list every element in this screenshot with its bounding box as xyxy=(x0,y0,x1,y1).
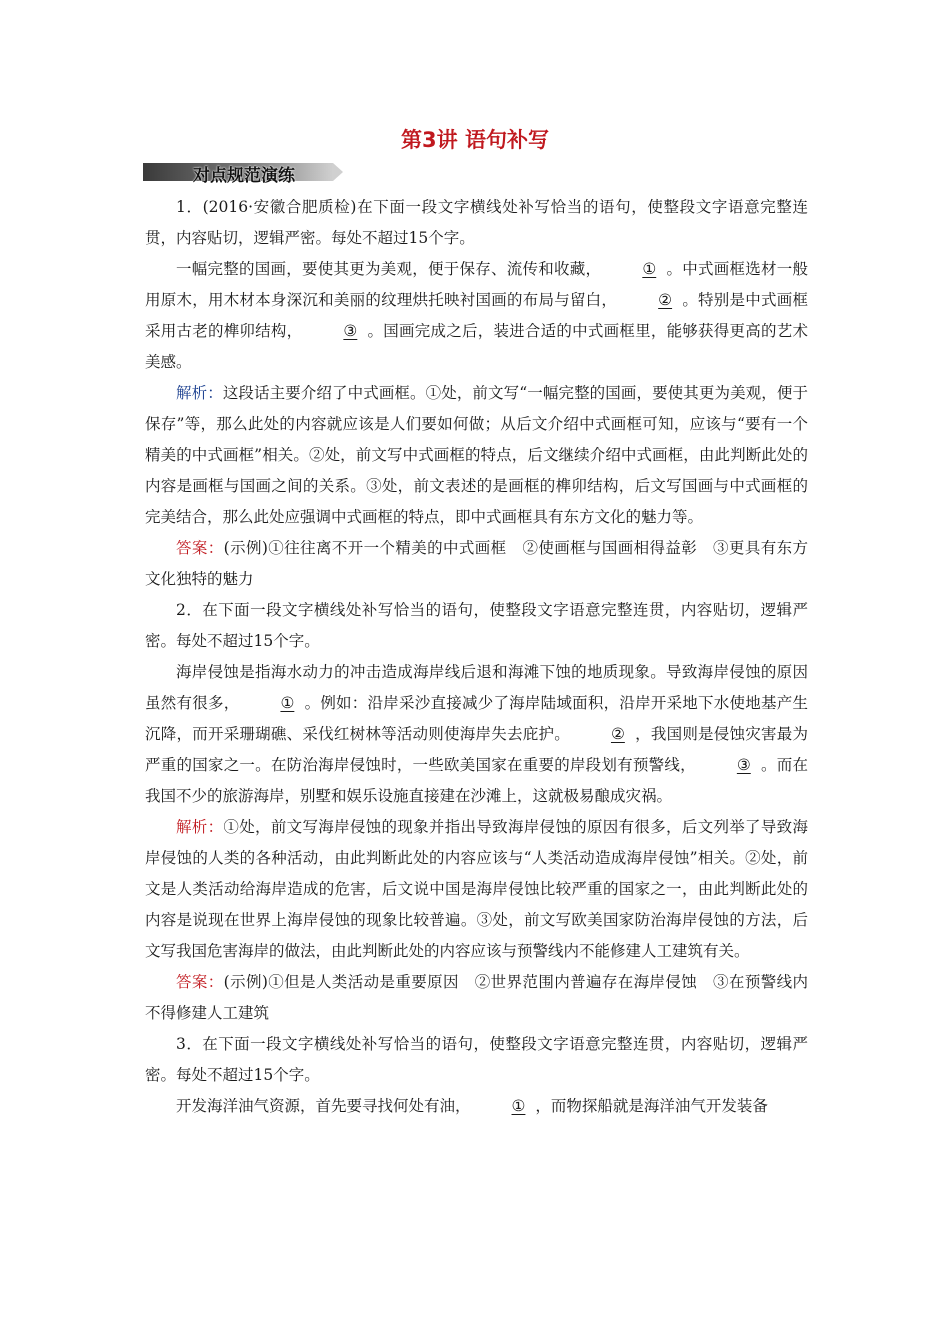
question-1-prompt: 1．(2016·安徽合肥质检)在下面一段文字横线处补写恰当的语句，使整段文字语意完整连贯，内容贴切，逻辑严密。每处不超过15个字。 xyxy=(145,198,808,247)
section-banner-label: 对点规范演练 xyxy=(193,166,295,186)
question-3-passage xyxy=(145,1091,808,1122)
question-2-answer xyxy=(145,967,808,1029)
blank-1: ① xyxy=(642,260,657,278)
passage-text: 。中式画框选材一般用原木，用木材本身深沉和美丽的纹理烘托映衬国画的布局与留白， xyxy=(145,260,808,309)
question-2-passage xyxy=(145,657,808,812)
question-2-prompt: 2．在下面一段文字横线处补写恰当的语句，使整段文字语意完整连贯，内容贴切，逻辑严密。每处不超过15个字。 xyxy=(145,601,808,650)
passage-text: 。国画完成之后，装进合适的中式画框里，能够获得更高的艺术美感。 xyxy=(145,322,808,371)
answer-label: 答案： xyxy=(176,539,224,557)
blank-3: ③ xyxy=(343,322,358,340)
passage-text: 。例如：沿岸采沙直接减少了海岸陆域面积，沿岸开采地下水使地基产生沉降，而开采珊瑚礁、采伐红树林等活动则使海岸失去庇护。 xyxy=(145,694,808,743)
passage-text: 海岸侵蚀是指海水动力的冲击造成海岸线后退和海滩下蚀的地质现象。导致海岸侵蚀的原因虽然有很多， xyxy=(145,663,808,712)
passage-text: ，而物探船就是海洋油气开发装备 xyxy=(535,1097,768,1115)
answer-text: (示例)①往往离不开一个精美的中式画框 ②使画框与国画相得益彰 ③更具有东方文化独特的魅力 xyxy=(145,539,808,588)
exercise-content xyxy=(145,192,808,1122)
question-1-analysis xyxy=(145,378,808,533)
passage-text: 开发海洋油气资源，首先要寻找何处有油， xyxy=(176,1097,471,1115)
passage-text: 一幅完整的国画，要使其更为美观，便于保存、流传和收藏， xyxy=(176,260,602,278)
blank-2: ② xyxy=(610,725,625,743)
question-1-answer xyxy=(145,533,808,595)
passage-text: 。而在我国不少的旅游海岸，别墅和娱乐设施直接建在沙滩上，这就极易酿成灾祸。 xyxy=(145,756,808,805)
question-2-analysis xyxy=(145,812,808,967)
analysis-label: 解析： xyxy=(176,384,223,402)
passage-text: ，我国则是侵蚀灾害最为严重的国家之一。在防治海岸侵蚀时，一些欧美国家在重要的岸段划有预警线， xyxy=(145,725,808,774)
blank-1: ① xyxy=(511,1097,526,1115)
blank-3: ③ xyxy=(736,756,751,774)
analysis-text: 这段话主要介绍了中式画框。①处，前文写“一幅完整的国画，要使其更为美观，便于保存”等，那么此处的内容就应该是人们要如何做；从后文介绍中式画框可知，应该与“要有一个精美的中式画框”相关。②处，前文写中式画框的特点，后文继续介绍中式画框，由此判断此处的内容是画框与国画之间的关系。③处，前文表述的是画框的榫卯结构，后文写国画与中式画框的完美结合，那么此处应强调中式画框的特点，即中式画框具有东方文化的魅力等。 xyxy=(145,384,808,526)
blank-2: ② xyxy=(658,291,673,309)
passage-text: 。特别是中式画框采用古老的榫卯结构， xyxy=(145,291,808,340)
blank-1: ① xyxy=(280,694,295,712)
question-1-passage xyxy=(145,254,808,378)
answer-text: (示例)①但是人类活动是重要原因 ②世界范围内普遍存在海岸侵蚀 ③在预警线内不得修建人工建筑 xyxy=(145,973,808,1022)
question-3-prompt: 3．在下面一段文字横线处补写恰当的语句，使整段文字语意完整连贯，内容贴切，逻辑严密。每处不超过15个字。 xyxy=(145,1035,808,1084)
analysis-text: ①处，前文写海岸侵蚀的现象并指出导致海岸侵蚀的原因有很多，后文列举了导致海岸侵蚀的人类的各种活动，由此判断此处的内容应该与“人类活动造成海岸侵蚀”相关。②处，前文是人类活动给海岸造成的危害，后文说中国是海岸侵蚀比较严重的国家之一，由此判断此处的内容是说现在世界上海岸侵蚀的现象比较普遍。③处，前文写欧美国家防治海岸侵蚀的方法，后文写我国危害海岸的做法，由此判断此处的内容应该与预警线内不能修建人工建筑有关。 xyxy=(145,818,808,960)
page-title: 第3讲 语句补写 xyxy=(401,128,549,152)
answer-label: 答案： xyxy=(176,973,224,991)
analysis-label: 解析： xyxy=(176,818,224,836)
section-banner xyxy=(143,160,339,184)
